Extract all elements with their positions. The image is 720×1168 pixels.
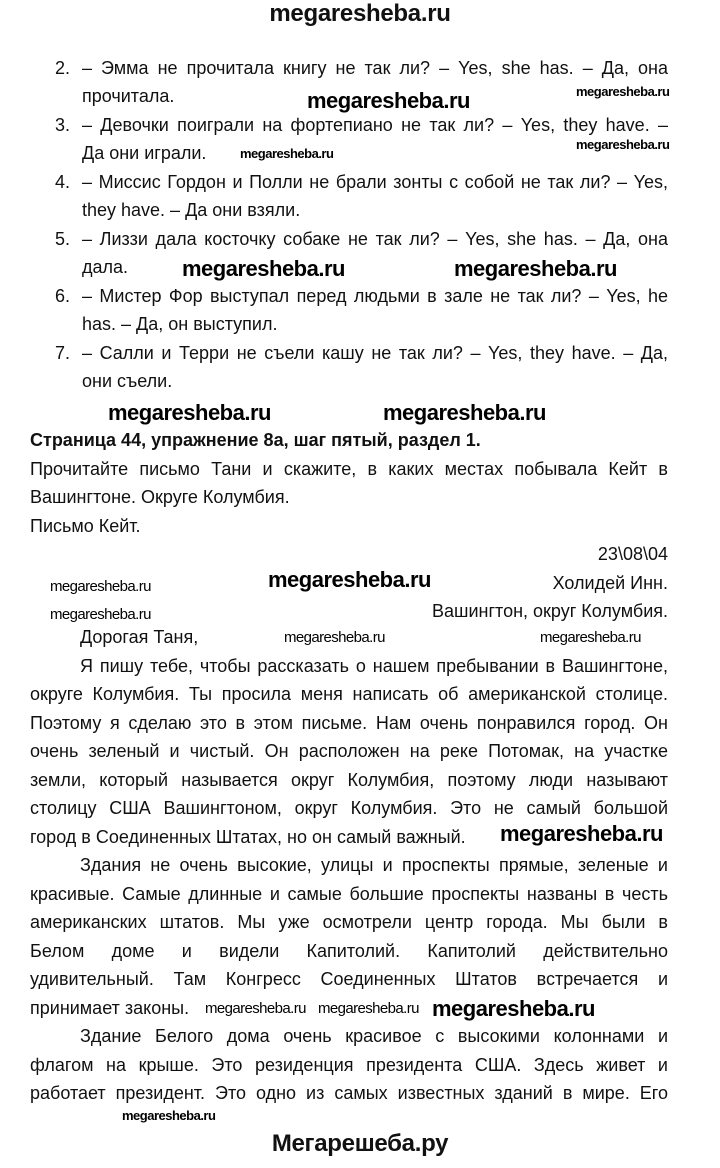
item-text: – Миссис Гордон и Полли не брали зонты с собой не так ли? – Yes, bbox=[82, 172, 668, 192]
letter-address-line: Вашингтон, округ Колумбия. bbox=[432, 601, 668, 621]
watermark: megaresheba.ru bbox=[284, 629, 385, 646]
watermark: megaresheba.ru bbox=[205, 1000, 306, 1017]
site-footer: Мегарешеба.ру bbox=[271, 1130, 449, 1157]
letter-line: Поэтому я сделаю это в этом письме. Нам очень понравился город. Он bbox=[30, 713, 668, 733]
task-text-cont: Вашингтоне. Округе Колумбия. bbox=[30, 487, 290, 507]
section-title: Страница 44, упражнение 8а, шаг пятый, раздел 1. bbox=[30, 430, 481, 450]
watermark: megaresheba.ru bbox=[540, 629, 641, 646]
letter-line: Белом доме и видели Капитолий. Капитолий действительно bbox=[30, 941, 668, 961]
watermark: megaresheba.ru bbox=[454, 256, 617, 281]
letter-address-line: Холидей Инн. bbox=[552, 573, 668, 593]
item-number: 6. bbox=[55, 286, 71, 306]
item-text-cont: прочитала. bbox=[82, 86, 175, 106]
item-text: – Девочки поиграли на фортепиано не так ли? – Yes, they have. – bbox=[82, 115, 668, 135]
watermark: megaresheba.ru bbox=[50, 606, 151, 623]
letter-line: Здания не очень высокие, улицы и проспекты прямые, зеленые и bbox=[80, 855, 668, 875]
letter-line: красивые. Самые длинные и самые большие проспекты названы в честь bbox=[30, 884, 668, 904]
letter-line: работает президент. Это одно из самых известных зданий в мире. Его bbox=[30, 1083, 668, 1103]
letter-date: 23\08\04 bbox=[597, 544, 668, 564]
item-number: 2. bbox=[55, 58, 71, 78]
watermark: megaresheba.ru bbox=[576, 84, 670, 99]
item-text: – Эмма не прочитала книгу не так ли? – Yes, she has. – Да, она bbox=[82, 58, 668, 78]
letter-line: американских штатов. Мы уже осмотрели центр города. Мы были в bbox=[30, 912, 668, 932]
watermark: megaresheba.ru bbox=[383, 400, 546, 425]
watermark: megaresheba.ru bbox=[268, 567, 431, 592]
letter-line: принимает законы. bbox=[30, 998, 190, 1018]
watermark: megaresheba.ru bbox=[122, 1108, 216, 1123]
letter-line: земли, который называется округ Колумбия, поэтому люди называют bbox=[30, 770, 668, 790]
item-text: – Лиззи дала косточку собаке не так ли? – Yes, she has. – Да, она bbox=[82, 229, 668, 249]
site-header: megaresheba.ru bbox=[269, 0, 451, 27]
watermark: megaresheba.ru bbox=[108, 400, 271, 425]
item-number: 4. bbox=[55, 172, 71, 192]
task-text: Прочитайте письмо Тани и скажите, в каких местах побывала Кейт в bbox=[30, 459, 668, 479]
letter-line: город в Соединенных Штатах, но он самый важный. bbox=[30, 827, 466, 847]
item-number: 3. bbox=[55, 115, 71, 135]
item-text: – Салли и Терри не съели кашу не так ли? – Yes, they have. – Да, bbox=[82, 343, 668, 363]
letter-line: Здание Белого дома очень красивое с высокими колоннами и bbox=[80, 1026, 668, 1046]
watermark: megaresheba.ru bbox=[182, 256, 345, 281]
item-text-cont: дала. bbox=[82, 257, 129, 277]
item-number: 7. bbox=[55, 343, 71, 363]
watermark: megaresheba.ru bbox=[240, 146, 334, 161]
letter-line: округе Колумбия. Ты просила меня написать об американской столице. bbox=[30, 684, 668, 704]
watermark: megaresheba.ru bbox=[50, 578, 151, 595]
letter-label: Письмо Кейт. bbox=[30, 516, 141, 536]
watermark: megaresheba.ru bbox=[318, 1000, 419, 1017]
letter-line: Я пишу тебе, чтобы рассказать о нашем пребывании в Вашингтоне, bbox=[80, 656, 668, 676]
letter-line: столицу США Вашингтоном, округ Колумбия. Это не самый большой bbox=[30, 798, 668, 818]
item-text-cont: they have. – Да они взяли. bbox=[82, 200, 301, 220]
letter-greeting: Дорогая Таня, bbox=[80, 627, 199, 647]
item-text: – Мистер Фор выступал перед людьми в зале не так ли? – Yes, he bbox=[82, 286, 668, 306]
watermark: megaresheba.ru bbox=[307, 88, 470, 113]
letter-line: очень зеленый и чистый. Он расположен на реке Потомак, на участке bbox=[30, 741, 668, 761]
letter-line: удивительный. Там Конгресс Соединенных Штатов встречается и bbox=[30, 969, 668, 989]
watermark: megaresheba.ru bbox=[576, 137, 670, 152]
item-text-cont: они съели. bbox=[82, 371, 173, 391]
watermark: megaresheba.ru bbox=[500, 821, 663, 846]
watermark: megaresheba.ru bbox=[432, 996, 595, 1021]
letter-line: флагом на крыше. Это резиденция президента США. Здесь живет и bbox=[30, 1055, 668, 1075]
item-number: 5. bbox=[55, 229, 71, 249]
item-text-cont: has. – Да, он выступил. bbox=[82, 314, 278, 334]
item-text-cont: Да они играли. bbox=[82, 143, 207, 163]
